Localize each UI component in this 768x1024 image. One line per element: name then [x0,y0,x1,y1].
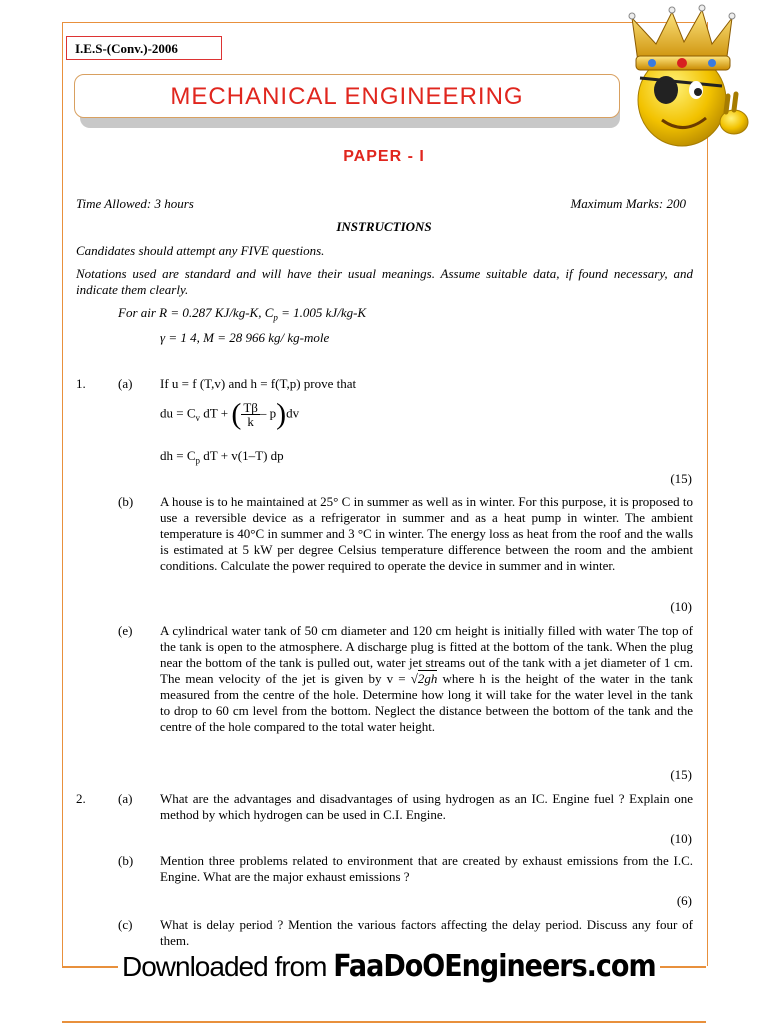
air-constants-line2: γ = 1 4, M = 28 966 kg/ kg-mole [160,330,330,345]
question-1a-marks: (15) [670,471,692,486]
question-2b-marks: (6) [676,893,692,908]
question-1-number: 1. [76,376,86,391]
footer-watermark: Downloaded from FaaDoOEngineers.com [118,949,660,984]
subject-title: MECHANICAL ENGINEERING [170,83,524,110]
question-1c-text: A cylindrical water tank of 50 cm diameter and 120 cm height is initially filled with water The top of the tank is open to the atmosphere. A discharge plug is fitted at the bottom of the tank. When the plug near the bottom of the tank is pulled out, water jet streams out of the tank with a jet diameter of 1 cm. The mean velocity of the jet is given by v = √2gh where h is the height of the water in the tank measured from the centre of the hole. Determine how long it will take for the water level in the tank to drop to 60 cm level from the bottom. Neglect the distance between the bottom of the tank and the centre of the hole compared to the total water height. [160,623,694,734]
maximum-marks: Maximum Marks: 200 [570,196,686,211]
question-1c-label: (e) [118,623,133,638]
question-1b-marks: (10) [670,599,692,614]
question-1b-text: A house is to he maintained at 25° C in summer as well as in winter. For this purpose, it is proposed to use a reversible device as a refrigerator in summer and as a heat pump in winter. The ambient temperature is 40°C in summer and 3 °C in winter. The energy loss as heat from the roof and the walls is estimated at 5 kW per degree Celsius temperature difference between the room and the ambient conditions. Calculate the power required to operate the device in summer and in winter. [160,494,693,573]
question-2a-marks: (10) [670,831,692,846]
instructions-heading: INSTRUCTIONS [336,219,432,234]
time-allowed: Time Allowed: 3 hours [76,196,194,211]
equation-dh: dh = $C_p$ dT + v(1–T) dp [160,448,284,466]
paper-title: PAPER - I [343,148,425,165]
instruction-notations: Notations used are standard and will have their usual meanings. Assume suitable data, if found necessary, and indicate them clearly. [76,266,693,297]
footer-brand: FaaDoOEngineers.com [333,949,656,984]
question-1a-label: (a) [118,376,133,391]
question-2b-text: Mention three problems related to environment that are created by exhaust emissions from the I.C. Engine. What are the major exhaust emissions ? [160,853,693,884]
question-2a-text: What are the advantages and disadvantages of using hydrogen as an IC. Engine fuel ? Explain one method by which hydrogen can be used in C.I. Engine. [160,791,693,822]
question-2c-label: (c) [118,917,133,932]
question-1a-text: If u = f (T,v) and h = f(T,p) prove that [160,376,357,391]
question-1b-label: (b) [118,494,134,509]
crowned-smiley-mascot-icon [622,4,768,164]
question-1c-marks: (15) [670,767,692,782]
footer-rule-bottom [62,1021,706,1023]
subject-banner [74,74,620,118]
equation-du: du = $C_v$ dT + ( $\frac{T\beta}{k}$ – p)dv [160,397,300,431]
question-2a-label: (a) [118,791,133,806]
instruction-five-questions: Candidates should attempt any FIVE questions. [76,243,325,258]
question-2b-label: (b) [118,853,134,868]
question-2-number: 2. [76,791,86,806]
exam-code-box: I.E.S-(Conv.)-2006 [66,36,222,60]
air-constants-line1: For air R = 0.287 KJ/kg-K, $C_p = 1.005$ kJ/kg-K [118,305,367,323]
question-2c-text: What is delay period ? Mention the various factors affecting the delay period. Discuss any four of them. [160,917,693,948]
